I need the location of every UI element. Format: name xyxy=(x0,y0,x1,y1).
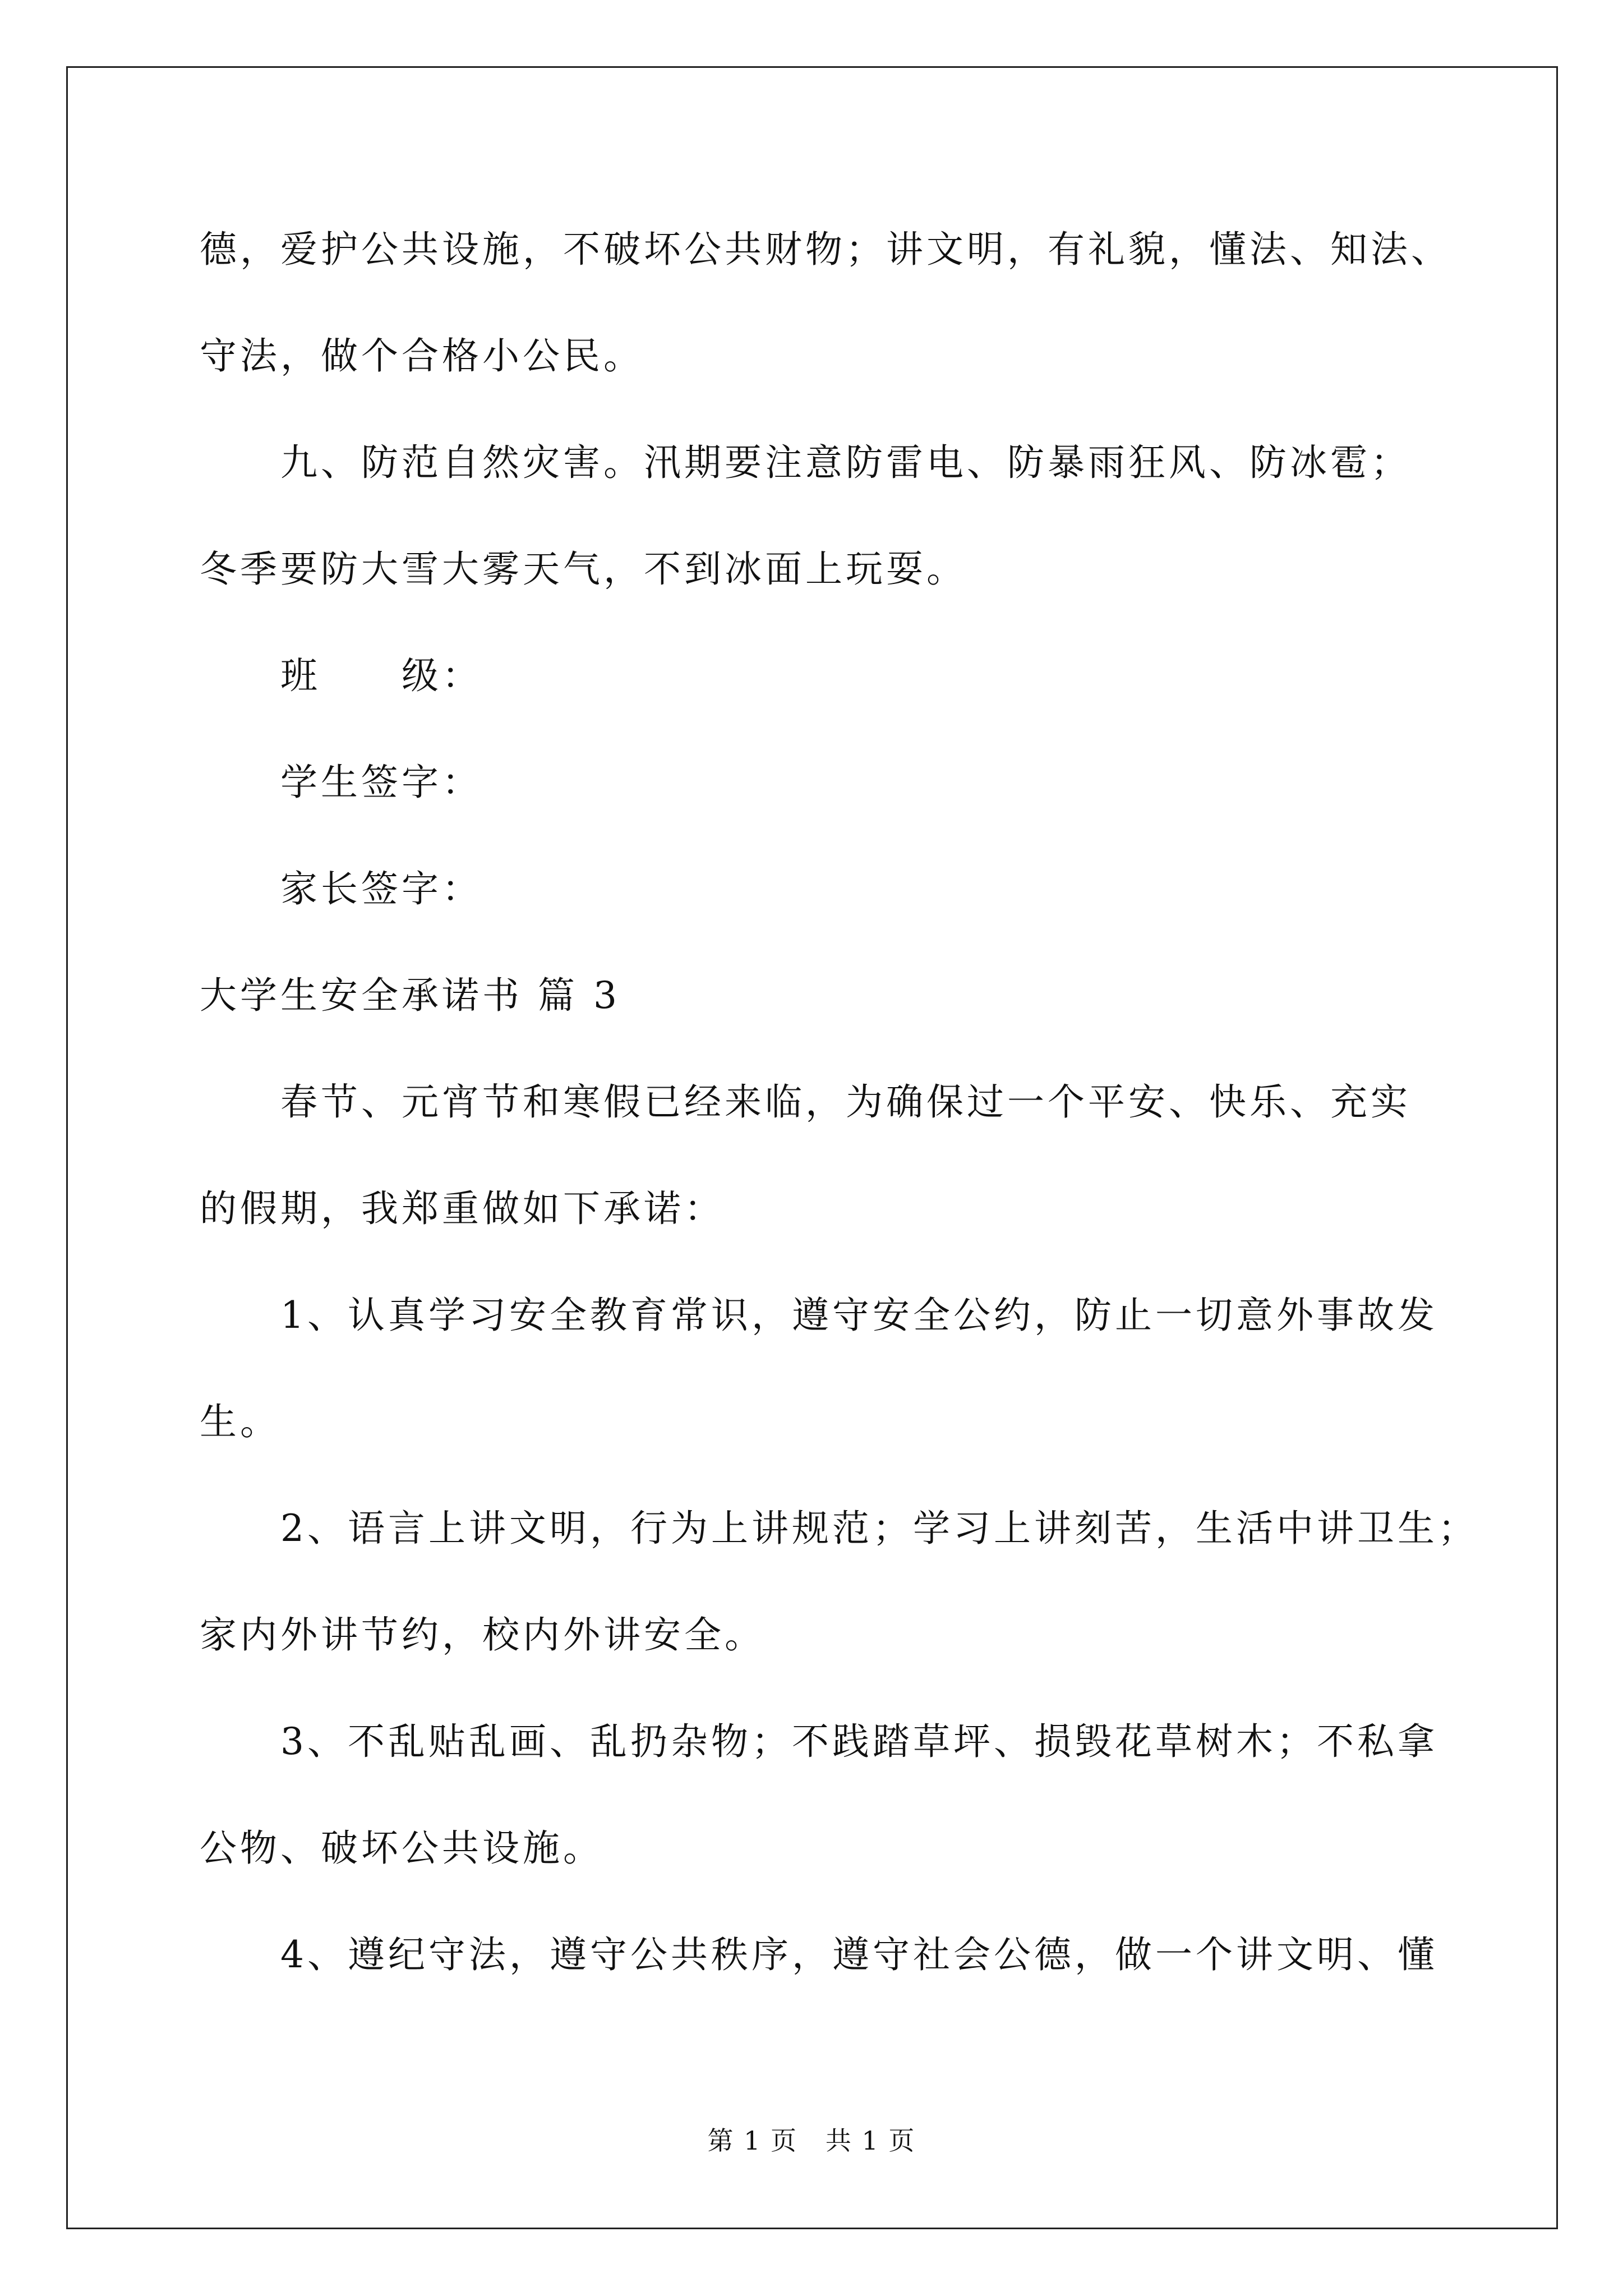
body-line: 生。 xyxy=(200,1400,280,1443)
body-line: 4、遵纪守法，遵守公共秩序，遵守社会公德，做一个讲文明、懂 xyxy=(280,1933,1438,1976)
body-line: 守法，做个合格小公民。 xyxy=(200,334,644,378)
section-heading: 大学生安全承诺书 篇 3 xyxy=(200,974,620,1017)
body-line: 1、认真学习安全教育常识，遵守安全公约，防止一切意外事故发 xyxy=(280,1294,1438,1337)
class-field-label: 班 级： xyxy=(280,654,482,697)
body-line: 3、不乱贴乱画、乱扔杂物；不践踏草坪、损毁花草树木；不私拿 xyxy=(280,1720,1438,1763)
page-number-footer: 第 1 页 共 1 页 xyxy=(707,2125,916,2156)
body-line: 公物、破坏公共设施。 xyxy=(200,1826,603,1870)
body-line: 德，爱护公共设施，不破坏公共财物；讲文明，有礼貌，懂法、知法、 xyxy=(200,228,1451,271)
body-line: 九、防范自然灾害。汛期要注意防雷电、防暴雨狂风、防冰雹； xyxy=(280,441,1411,484)
body-line: 的假期，我郑重做如下承诺： xyxy=(200,1187,725,1230)
student-signature-label: 学生签字： xyxy=(280,761,482,804)
body-line: 冬季要防大雪大雾天气，不到冰面上玩耍。 xyxy=(200,547,967,591)
page-border xyxy=(66,66,1558,2229)
body-line: 2、语言上讲文明，行为上讲规范；学习上讲刻苦，生活中讲卫生； xyxy=(280,1507,1478,1550)
body-line: 春节、元宵节和寒假已经来临，为确保过一个平安、快乐、充实 xyxy=(280,1080,1411,1124)
parent-signature-label: 家长签字： xyxy=(280,867,482,910)
body-line: 家内外讲节约，校内外讲安全。 xyxy=(200,1613,765,1657)
